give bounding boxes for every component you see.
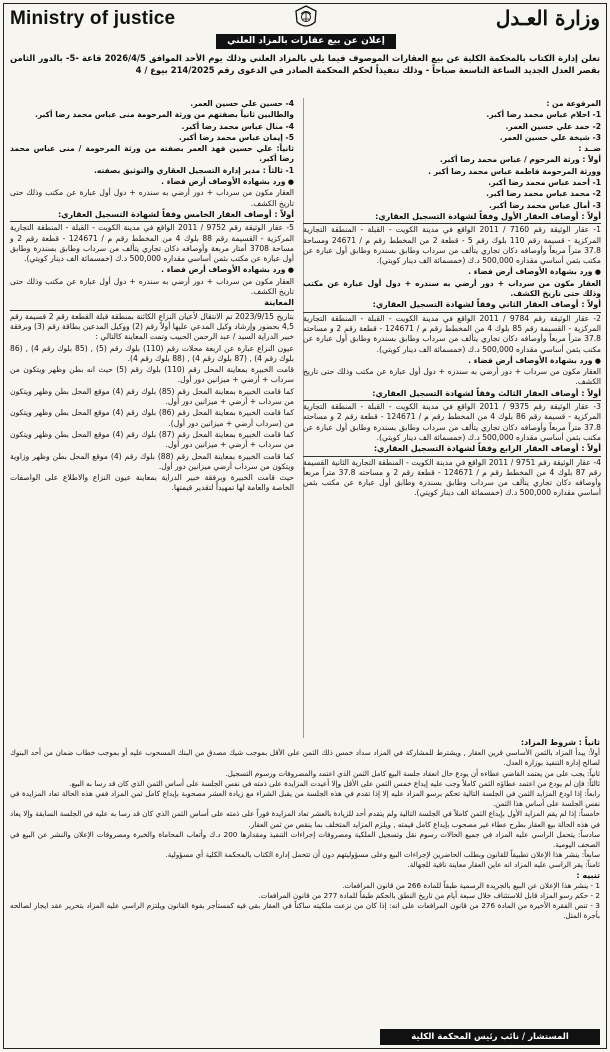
condition-item: أولاً: يبدأ المزاد بالثمن الأساسي قرين العقار , ويشترط للمشاركة في المزاد سداد خمس ذلك الثمن على الأقل بموجب شيك مصدق من البنك المسحوب عليه أو بموجب خطاب ضمان من أحد البنوك لصالح إدارة التنفيذ بوزارة العدل. [10,748,600,768]
page-header [4,4,606,34]
inspection-paragraph: بتاريخ 2023/9/15 تم الانتقال لأعيان النزاع الكائنة بمنطقة قبلة القطعة رقم 2 قسيمة رقم 4,5 بحضور وإرشاد وكيل المدعي عليها أولاً رقم (2) ووكيل المدعين بطاقة رقم (3) وبرفقة خبير الدراية السيد / عبد الرحمن الحبيب وتمت المعاينة كالتالي : [10,311,295,342]
intro-paragraph: تعلن إدارة الكتاب بالمحكمة الكلية عن بيع العقارات الموصوف فيما يلي بالمزاد العلني وذلك يوم الأحد الموافق 2026/4/5 قاعة -5- بالدور الثامن بقصر العدل الجديد الساعة التاسعة صباحاً - وذلك تنفيذاً لحكم المحكمة الصادر في الدعوى رقم 214/2025 بيوع / 4 [10,53,600,75]
property1-cert-heading: ● ورد بشهادة الأوصاف أرض فضاء . [303,267,601,277]
defendant-item: 3- أمال عباس محمد رضا أكبر. [489,200,601,210]
property1-description: 1- عقار الوثيقة رقم 7160 / 2011 الواقع في مدينة الكويت - القبلة - المنطقة التجارية المركزية - قسيمة رقم 110 بلوك رقم 5 - قطعة 2 من المخطط رقم م / 24671 ومساحة 37.8 متراً مربعاً وأوصافه دكان تجاري يتألف من سرداب وطابق بسندرة وطابق أول عبارة عن مكتب بثمن أساسي مقداره 500,000 د.ك (خمسمائة الف دينار كويتي). [303,225,602,266]
defendant-item: 2- محمد عباس محمد رضا أكبر. [486,189,601,199]
property2-cert-heading: ● ورد بشهادة الأوصاف أرض فضاء . [303,356,601,366]
defendants-label: ضــد : [578,144,601,154]
plaintiff-item: 2- حمد علي حسين العمر. [505,121,601,131]
auction-conditions [10,738,600,922]
defendant-item: أولاً : ورثة المرحوم / عباس محمد رضا أكبر. [439,155,601,165]
notice-item: 2 - حكم رسو المزاد قابل للاستئناف خلال سبعة أيام من تاريخ النطق بالحكم طبقاً للمادة 277 من قانون المرافعات. [258,891,600,901]
party-item: والطالبين ثانياً بصفتهم من ورثة المرحومة منى عباس محمد رضا أكبر. [34,110,294,120]
property3-description: 3- عقار الوثيقة رقم 9375 / 2011 الواقع في مدينة الكويت - القبلة - المنطقة التجارية المركزية - قسيمة رقم 86 بلوك 4 من المخطط رقم م / 124671 - قطعة رقم 2 و مساحته 37.8 متراً مربعاً وأوصافه دكان تجاري يتألف من سرداب وطابق بسندرة وطابق أول عبارة عن مكتب بثمن أساسي مقداره 500,000 د.ك (خمسمائة الف دينار كويتي). [303,402,602,442]
property2-heading: أولاً : أوصاف العقار الثاني وفقاً لشهادة التسجيل العقاري: [303,300,601,312]
inspection-paragraph: حيث قامت الخبيرة وبرفقة خبير الدراية بمعاينة عيون النزاع والاطلاع على الواصفات الخاصة والعامة لها تمهيداً لتقدير قيمتها. [10,473,294,493]
ministry-name-english: Ministry of justice [10,8,176,29]
property2-cert-text: العقار مكون من سرداب + دور أرضي به سندره + دول أول عبارة عن مكتب وذلك حتى تاريخ الكشف. [303,367,601,387]
party-item: 4- منال عباس محمد رضا أكبر. [181,121,294,131]
party-item: 1- ثالثاً : مدير إدارة التسجيل العقاري والتوثيق بصفته. [93,165,294,175]
condition-item: ثالثاً: فإن لم يودع من اعتمد عطاؤه الثمن كاملاً وجب عليه إيداع خمس الثمن على الأقل وإلا أعيدت المزايدة على ذمته في نفس الجلسة على أساس الثمن الذي كان قد رسا به البيع. [69,778,600,788]
inspection-paragraph: كما قامت الخبيرة بمعاينة المحل رقم (88) بلوك رقم (4) موقع المحل بطن وظهر وزاوية ويتكون من سرداب أرضي ميزانين دور أول. [10,451,294,471]
left-column [10,99,294,495]
announcement-page [3,3,607,1049]
inspection-paragraph: كما قامت الخبيرة بمعاينة المحل رقم (87) بلوك رقم (4) موقع المحل بطن وظهر ويتكون من سرداب + أرضي + ميزانين دور أول. [10,429,295,450]
announcement-title: إعلان عن بيع عقارات بالمزاد العلني [216,34,396,49]
notice-label: تنبيه : [576,870,600,880]
party-item: 4- حسين علي حسين العمر. [190,99,294,108]
property5-heading: أولاً : أوصاف العقار الخامس وفقاً لشهادة التسجيل العقاري: [10,210,294,222]
property5-cert-heading: ● ورد بشهادة الأوصاف أرض فضاء . [10,265,294,275]
property4-cert-heading: ● ورد بشهادة الأوصاف أرض فضاء . [10,177,294,187]
condition-item: خامساً: إذا لم يقم المزايد الأول بإيداع الثمن كاملاً في الجلسة التالية ولم يتقدم أحد للزيادة بالعشر تعاد المزايدة فوراً على ذمته على أساس الثمن الذي كان قد رسا به عليه في الجلسة السابقة وإلا يعاد في هذه الحالة بيع العقار بطرح عطاء غير مصحوب بإيداع كامل قيمته , ويلزم المزايد المتخلف بما ينقص من ثمن العقار. [10,809,600,829]
condition-item: ثانياً: يجب على من يعتمد القاضي عطاءه أن يودع حال انعقاد جلسة البيع كامل الثمن الذي اعتمد والمصروفات ورسوم التسجيل. [225,768,600,778]
property3-heading: أولاً : أوصاف العقار الثالث وفقاً لشهادة التسجيل العقاري: [303,389,601,401]
inspection-paragraph: قامت الخبيرة بمعاينة المحل رقم (110) بلوك رقم (5) حيث انه بطن وظهر ويتكون من سرداب + أرضي + ميزانين دور أول. [10,365,294,385]
property5-description: 5- عقار الوثيقة رقم 9752 / 2011 الواقع في مدينة الكويت - القبلة - المنطقة التجارية المركزية - القسيمة رقم 88 بلوك 4 من المخطط رقم م / 124671 - قطعة رقم 2 و مساحة 3708 أمتار مربعة وأوصافه دكان تجاري يتألف من سرداب وطابق بسندرة وطابق أول عبارة عن مكتب بثمن أساسي مقداره 500,000 د.ك (خمسمائة الف دينار كويتي). [10,223,295,264]
right-column [303,99,601,500]
condition-item: سابعاً: ينشر هذا الإعلان تطبيقاً للقانون وبطلب الحاضرين لإجراءات البيع وعلى مسؤوليتهم دون أن تتحمل إدارة الكتاب بالمحكمة الكلية أي مسؤولية. [165,850,600,860]
defendant-item: وورثة المرحومة فاطمة عباس محمد رضا أكبر . [428,166,601,176]
plaintiff-item: 1- احلام عباس محمد رضا أكبر. [486,110,601,120]
plaintiffs-label: المرفوعة من : [546,99,601,108]
notice-item: 1 - ينشر هذا الإعلان عن البيع بالجريدة الرسمية طبقاً للمادة 266 من قانون المرافعات. [342,880,600,890]
defendant-item: 1- أحمد عباس محمد رضا أكبر. [488,178,601,188]
inspection-paragraph: كما قامت الخبيرة بمعاينة المحل رقم (85) بلوك رقم (4) موقع المحل بطن وظهر ويتكون من سرداب + أرضي + ميزانين دور أول. [10,386,295,407]
plaintiff-item: 3- شيخة علي حسين العمر. [499,132,601,142]
inspection-heading: المعاينة [10,298,294,310]
condition-item: سادساً: يتحمل الراسي عليه المزاد في جميع الحالات رسوم نقل وتسجيل الملكية ومصروفات إجراءات التنفيذ ومقدارها 200 د.ك وأتعاب المحاماة والخبرة ومصروفات الإعلان والنشر عن البيع في الصحف اليومية. [10,829,600,850]
property5-cert-text: العقار مكون من سرداب + دور أرضي به سندره + دول أول عبارة عن مكتب وذلك حتى تاريخ الكشف. [10,276,294,297]
condition-item: رابعاً: إذا اودع المزايد الثمن في الجلسة التالية تحكم برسو المزاد عليه إلا إذا تقدم في هذه الجلسة من يقبل الشراء مع زيادة العشر مصحوبة بإيداع كامل ثمن المزاد ففي هذه الحالة تعاد المزايدة في نفس الجلسة على أساس هذا الثمن. [10,789,600,809]
property4-heading: أولاً : أوصاف العقار الرابع وفقاً لشهادة التسجيل العقاري: [303,444,601,456]
signature-footer: المستشار / نائب رئيس المحكمة الكلية [380,1029,600,1045]
property1-heading: أولاً : أوصاف العقار الأول وفقاً لشهادة التسجيل العقاري: [303,212,601,224]
party-item: 5- إيمان عباس محمد رضا أكبر. [178,132,294,142]
notice-item: 3 - تنص الفقرة الأخيرة من المادة 276 من قانون المرافعات على انه: إذا كان من نزعت ملكيته ساكناً في العقار بقي فيه كمستأجر بقوة القانون ويلتزم الراسي عليه المزاد بتحرير عقد ايجار لصالحه بأجرة المثل. [10,901,600,921]
inspection-paragraph: كما قامت الخبيرة بمعاينة المحل رقم (86) بلوك رقم (4) موقع المحل بطن وظهر ويتكون من (سرداب أرضي + ميزانين دور أول). [10,408,295,428]
inspection-paragraph: عيون النزاع عبارة عن اربعة محلات رقم (110) بلوك رقم (5) , (85 بلوك رقم 4) , (86 بلوك رقم 4) , (87 بلوك رقم 4) , (88 بلوك رقم 4). [10,343,295,363]
party-item: ثانياً: علي حسين فهد العمر بصفته من ورثة المرحومة / منى عباس محمد رضا أكبر. [10,144,294,164]
property1-cert-text: العقار مكون من سرداب + دور أرضي به سندره + دول أول عبارة عن مكتب وذلك حتى تاريخ الكشف. [303,278,601,299]
property4-cert-text: العقار مكون من سرداب + دور أرضي به سندره + دول أول عبارة عن مكتب وذلك حتى تاريخ الكشف. [10,188,294,208]
ministry-name-arabic: وزارة العـدل [495,6,600,30]
kuwait-emblem-icon [294,5,318,31]
conditions-heading: ثانياً : شروط المزاد: [520,738,600,747]
property4-description: 4- عقار الوثيقة رقم 9751 / 2011 الواقع في مدينة الكويت - المنطقة التجارية الثانية القسيمة رقم 87 بلوك 4 من المخطط رقم م / 124671 - قطعة رقم 2 و مساحته 37.8 متراً مربعاً وأوصافه دكان تجاري يتألف من سرداب وطابق بسندرة وطابق أول عبارة عن مكتب بثمن أساسي مقداره 500,000 د.ك (خمسمائة الف دينار كويتي). [303,457,602,498]
condition-item: ثامناً: يقر الراسي عليه المزاد انه عاين العقار معاينة نافية للجهالة. [407,860,600,870]
property2-description: 2- عقار الوثيقة رقم 9784 / 2011 الواقع في مدينة الكويت - القبلة - المنطقة التجارية المركزية - القسيمة رقم 85 بلوك 4 من المخطط رقم م / 124671 - قطعة رقم 2 و مساحته 37.8 متراً مربعاً وأوصافه دكان تجاري يتألف من سرداب وطابق بسندرة وطابق أول عبارة عن مكتب بثمن أساسي مقداره 500,000 د.ك (خمسمائة الف دينار كويتي). [303,313,602,354]
